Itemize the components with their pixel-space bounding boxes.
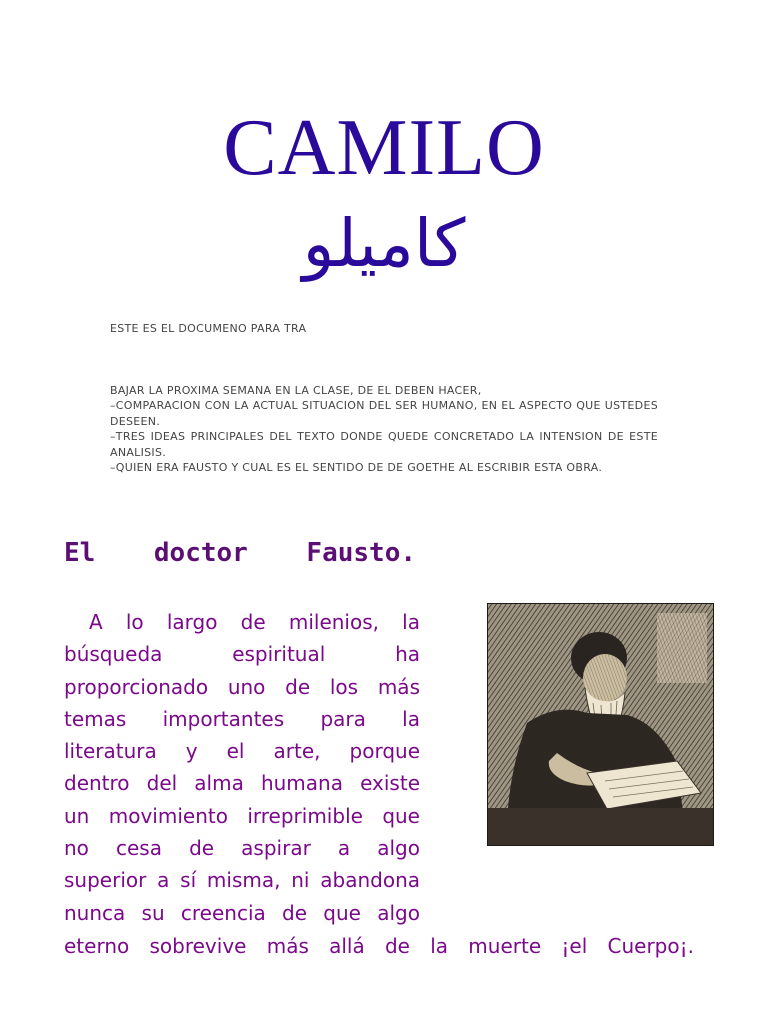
instruction-item: BAJAR LA PROXIMA SEMANA EN LA CLASE, DE EL DEBEN HACER, <box>110 383 482 397</box>
body-line: temas importantes para la <box>64 706 420 731</box>
body-line: nunca su creencia de que algo <box>64 900 420 925</box>
body-line: proporcionado uno de los más <box>64 674 420 699</box>
body-line: un movimiento irreprimible que <box>64 803 420 828</box>
instruction-list <box>110 383 658 476</box>
document-title-arabic: كاميلو <box>302 205 466 282</box>
body-paragraph <box>64 606 420 929</box>
body-line: no cesa de aspirar a algo <box>64 836 420 861</box>
section-heading: El doctor Fausto. <box>64 538 416 568</box>
body-last-line: eterno sobrevive más allá de la muerte ¡el Cuerpo¡. <box>64 934 694 958</box>
instruction-item: –QUIEN ERA FAUSTO Y CUAL ES EL SENTIDO DE DE GOETHE AL ESCRIBIR ESTA OBRA. <box>110 461 603 474</box>
body-line: búsqueda espiritual ha <box>64 642 420 667</box>
faustus-engraving-image <box>487 603 714 846</box>
intro-line: ESTE ES EL DOCUMENO PARA TRA <box>110 322 307 335</box>
body-line: literatura y el arte, porque <box>64 739 420 764</box>
body-line: dentro del alma humana existe <box>64 771 420 796</box>
body-line: A lo largo de milenios, la <box>89 610 420 634</box>
assignment-instructions <box>110 321 658 476</box>
body-line: superior a sí misma, ni abandona <box>64 868 420 893</box>
instruction-item: –TRES IDEAS PRINCIPALES DEL TEXTO DONDE QUEDE CONCRETADO LA INTENSION DE ESTE ANALISIS. <box>110 430 658 459</box>
document-title: CAMILO <box>223 104 545 192</box>
instruction-item: –COMPARACION CON LA ACTUAL SITUACION DEL SER HUMANO, EN EL ASPECTO QUE USTEDES DESEEN. <box>110 399 658 428</box>
